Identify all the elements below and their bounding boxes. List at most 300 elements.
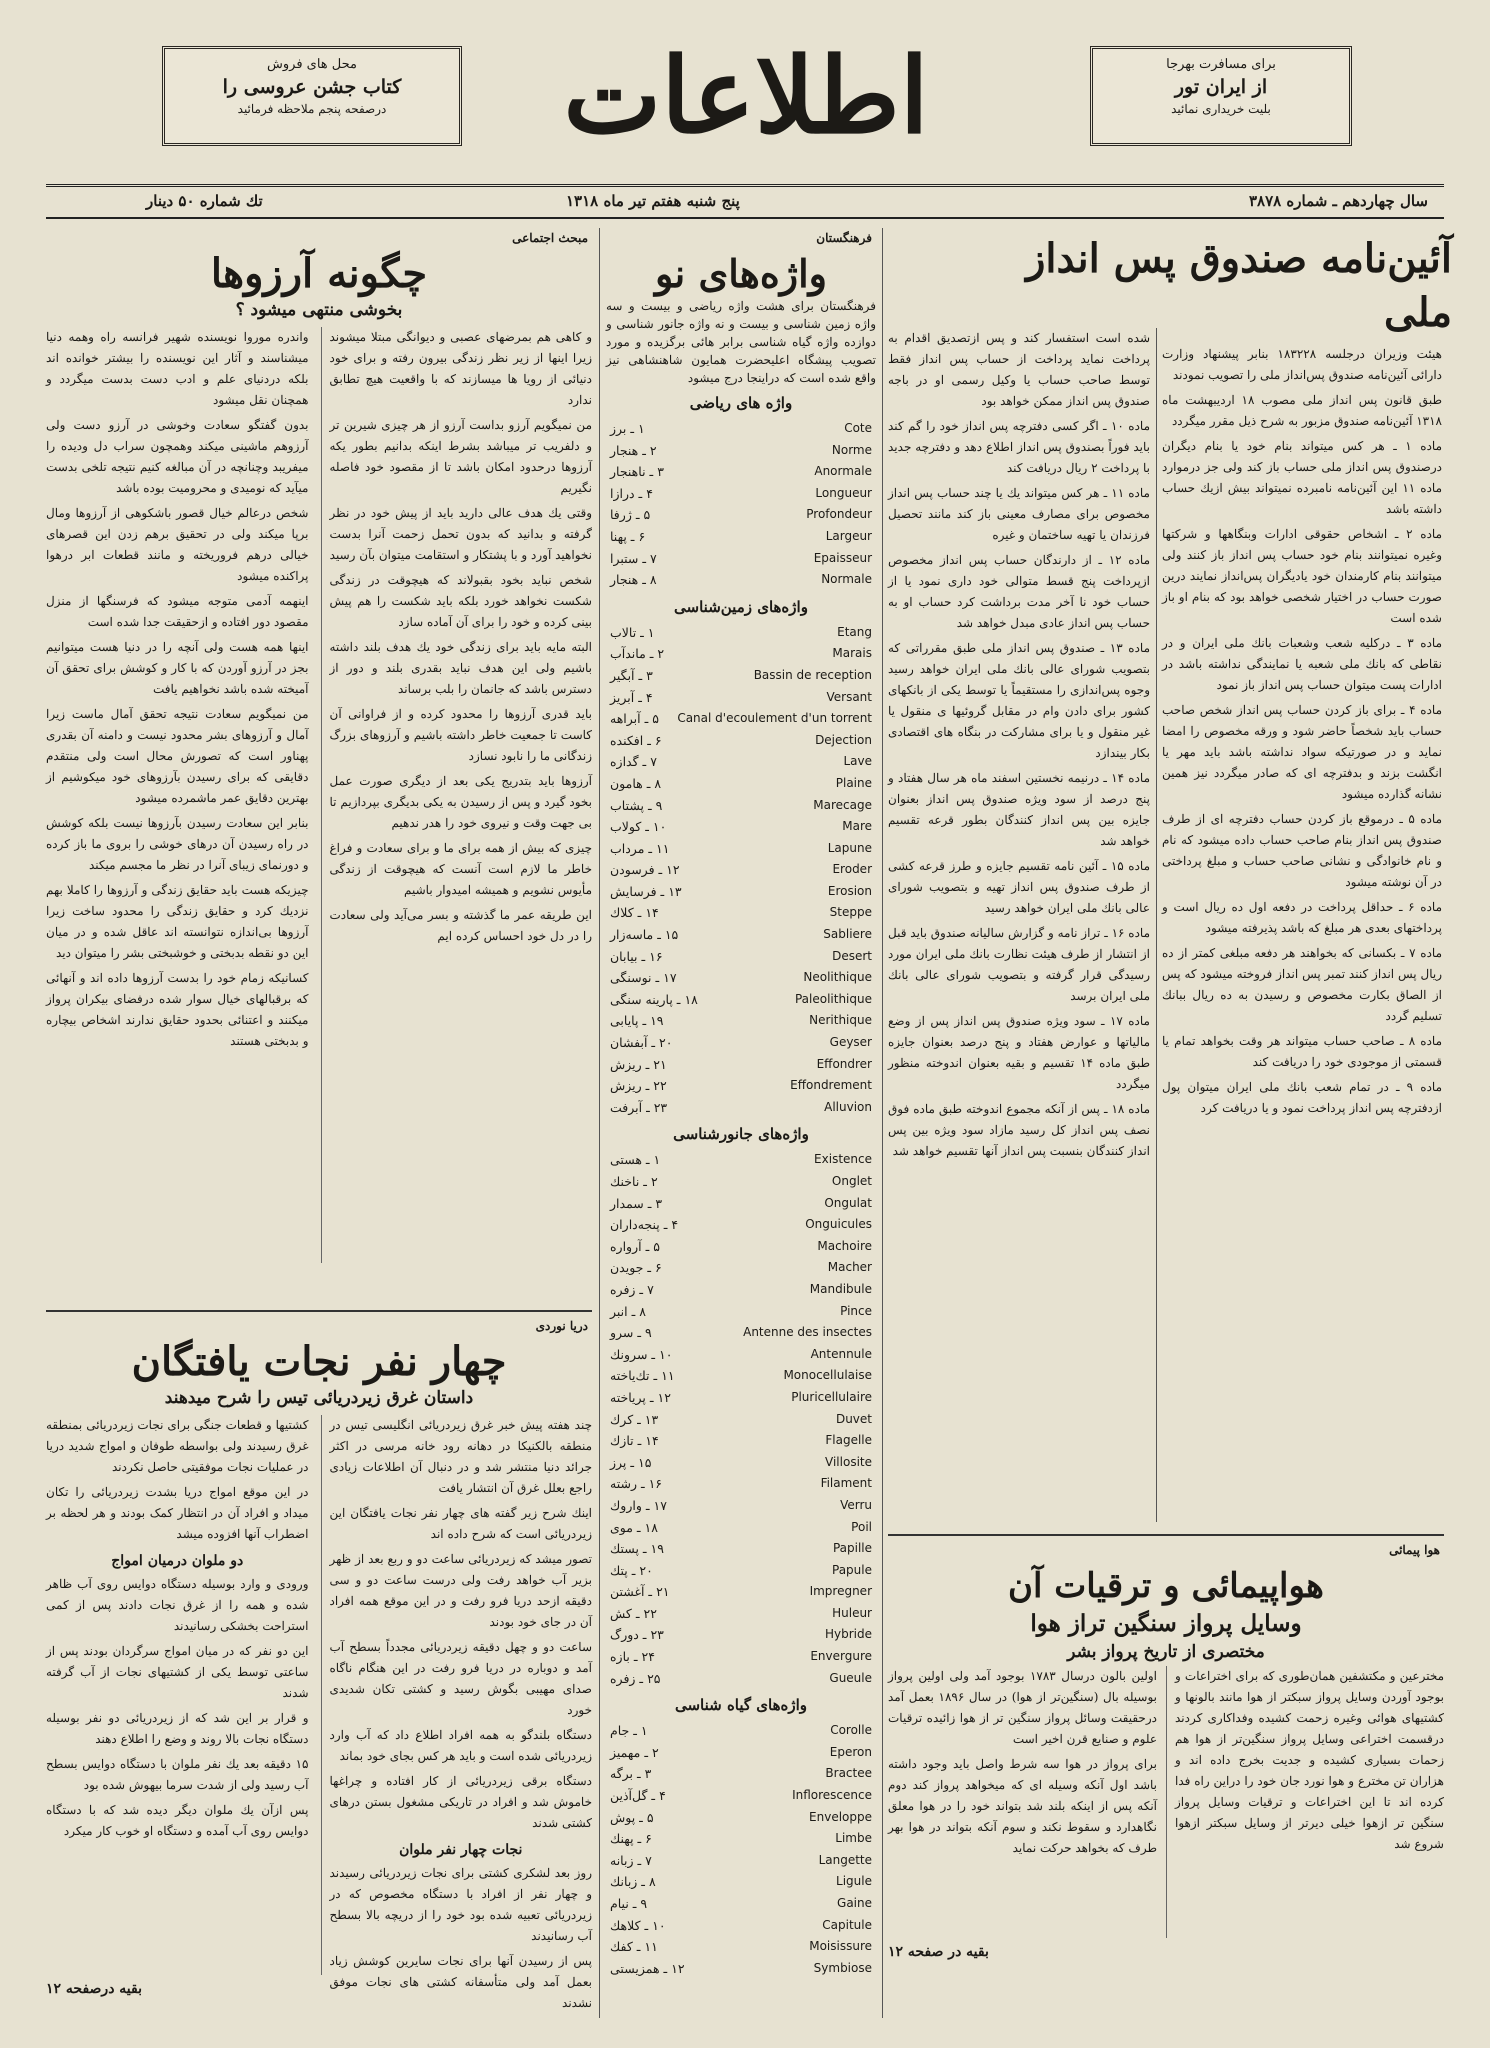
vocab-entry	[610, 1301, 872, 1323]
vocab-french-term: Filament	[820, 1476, 872, 1491]
vocab-entry	[610, 1430, 872, 1452]
vocab-french-term: Plaine	[835, 775, 872, 790]
vocab-entry	[610, 1958, 872, 1980]
vocab-persian-term: ۹ ـ پشتاب	[610, 797, 663, 813]
vocab-french-term: Envergure	[810, 1649, 872, 1664]
vocab-french-term: Bractee	[825, 1766, 872, 1781]
marine-paragraph: در این موقع امواج دریا بشدت زیردریائی را تکان میداد و افراد آن در انتظار کمک بودند و هر لحظه بر اضطراب آنها افزوده میشد	[46, 1485, 309, 1541]
vocab-french-term: Antennule	[810, 1346, 872, 1361]
social-headline: چگونه آرزوها	[210, 250, 428, 297]
vocab-persian-term: ۲۰ ـ پتك	[610, 1562, 653, 1578]
vocab-persian-term: ۱۶ ـ رشته	[610, 1476, 663, 1492]
vocab-persian-term: ۱۳ ـ فرسایش	[610, 883, 682, 899]
vocab-entry	[610, 687, 872, 709]
vocab-persian-term: ۱۰ ـ کولاب	[610, 819, 667, 835]
vocab-french-term: Paleolithique	[794, 991, 872, 1006]
marine-paragraph: دستگاه برقی زیردریائی از کار افتاده و چراغها خاموش شد و افراد در تاریکی مشغول بستن درهای کشتی شدند	[329, 1774, 592, 1830]
vocab-entry	[610, 1495, 872, 1517]
vocab-persian-term: ۱ ـ هستی	[610, 1152, 661, 1168]
vocab-french-term: Gaine	[837, 1896, 872, 1910]
vocab-french-term: Pince	[840, 1303, 872, 1318]
vocab-list	[606, 1720, 876, 1979]
vocab-article	[606, 228, 876, 1979]
section-rule	[46, 1310, 592, 1312]
vocab-section-title: واژه‌های گیاه شناسی	[674, 1696, 807, 1715]
vocab-french-term: Mandibule	[809, 1281, 872, 1296]
marine-paragraph: روز بعد لشکری کشتی برای نجات زیردریائی رسیدند و چهار نفر از افراد با دستگاه مخصوص که در زیردریائی تعبیه شده بود خود را از دریچه بالا بسطح آب رسانیدند	[329, 1866, 592, 1943]
vocab-entry	[610, 461, 872, 483]
vocab-entry	[610, 859, 872, 881]
vocab-persian-term: ۲ ـ ناخنك	[610, 1174, 658, 1189]
vocab-french-term: Symbiose	[813, 1960, 872, 1975]
savings-paragraph: ماده ۱۶ ـ تراز نامه و گزارش سالیانه صندوق باید قبل از انتشار از طرف هیئت نظارت بانك ملی ایران مورد رسیدگی قرار گرفته و بتصویب شورای عالی بانك ملی ایران برسد	[888, 926, 1150, 1003]
vocab-persian-term: ۱۲ ـ همزیستی	[610, 1960, 685, 1976]
vocab-entry	[610, 1344, 872, 1366]
savings-paragraph: ماده ۸ ـ صاحب حساب میتواند هر وقت بخواهد تمام یا قسمتی از موجودی خود را دریافت کند	[1162, 1034, 1443, 1069]
newspaper-page	[46, 28, 1452, 2023]
vocab-persian-term: ۷ ـ زفره	[610, 1281, 654, 1297]
vocab-persian-term: ۱۹ ـ پایابی	[610, 1013, 664, 1029]
vocab-entry	[610, 1214, 872, 1236]
vocab-section-title: واژه های ریاضی	[689, 394, 793, 412]
social-paragraph: اینها همه هست ولی آنچه را در دنیا هست میتوانیم بجز در آرزو آوردن که با کار و کوشش برای تحقق آن آمیخته شده باشد نخواهیم یافت	[46, 640, 309, 696]
vocab-french-term: Gueule	[829, 1670, 872, 1685]
vocab-persian-term: ۱۹ ـ پستك	[610, 1541, 664, 1557]
social-paragraph: آرزوها باید بتدریج یکی بعد از دیگری صورت عمل بخود گیرد و پس از رسیدن به یکی بدیگری بپردازیم تا بی جهت وقت و نیروی خود را هدر ندهیم	[329, 774, 592, 830]
vocab-entry	[610, 1624, 872, 1646]
vocab-french-term: Verru	[840, 1497, 872, 1512]
vocab-french-term: Hybride	[824, 1627, 872, 1642]
vocab-french-term: Effondrer	[816, 1056, 872, 1071]
vocab-persian-term: ۶ ـ جویدن	[610, 1260, 662, 1276]
vocab-section-title: واژه‌های جانورشناسی	[673, 1125, 809, 1144]
vocab-french-term: Erosion	[827, 883, 872, 898]
marine-paragraph: پس ازآن یك ملوان دیگر دیده شد که با دستگاه دوایس روی آب آمده و دستگاه او خوب کار میکرد	[46, 1803, 309, 1838]
social-paragraph: البته مایه باید برای زندگی خود یك هدف بلند داشته باشیم ولی این هدف نباید بقدری بلند و دور از دسترس باشد که جانمان را بلب برساند	[329, 640, 592, 696]
savings-paragraph: ماده ۱۳ ـ صندوق پس انداز ملی طبق مقرراتی که بتصویب شورای عالی بانك ملی ایران خواهد رسید وجوه پس‌اندازی را مستقیماً یا توسط یکی از بانکهای کشور برای دادن وام در مقابل گروئیها ی منقول یا غیر منقول و یا برای مشارکت در بنگاه های اقتصادی بکار بیندازد	[888, 641, 1150, 760]
vocab-entry	[610, 504, 872, 526]
vocab-entry	[610, 1075, 872, 1097]
vocab-entry	[610, 730, 872, 752]
vocab-entry	[610, 751, 872, 773]
vocab-persian-term: ۷ ـ گدازه	[610, 754, 657, 770]
vocab-persian-term: ۲۱ ـ ریزش	[610, 1056, 667, 1072]
marine-paragraph: دستگاه بلندگو به همه افراد اطلاع داد که آب وارد زیردریائی شده است و باید هر کس بجای خود بماند	[329, 1728, 592, 1763]
vocab-persian-term: ۸ ـ زبانك	[610, 1874, 656, 1890]
vocab-persian-term: ۳ ـ آبگیر	[610, 667, 653, 683]
vocab-french-term: Eperon	[829, 1744, 872, 1759]
vocab-entry	[610, 1097, 872, 1119]
vocab-entry	[610, 1236, 872, 1258]
vocab-persian-term: ۵ ـ آرواره	[610, 1238, 660, 1254]
ad-box-left	[162, 46, 462, 146]
vocab-persian-term: ۳ ـ برگه	[610, 1766, 652, 1782]
aviation-article	[888, 1540, 1444, 1963]
vocab-persian-term: ۸ ـ هامون	[610, 775, 662, 791]
savings-paragraph: ماده ۷ ـ بکسانی که بخواهند هر دفعه مبلغی کمتر از ده ریال پس انداز کنند تمبر پس انداز فروخته میشود که پس از الصاق بکارت مخصوص و رسیدن به ده ریال ببانك تسلیم گردد	[1162, 946, 1442, 1023]
vocab-persian-term: ۲۲ ـ کش	[610, 1605, 657, 1621]
issue-number: سال چهاردهم ـ شماره ۳۸۷۸	[1248, 192, 1428, 210]
savings-body	[1162, 344, 1442, 1119]
savings-paragraph: ماده ۱ ـ هر کس میتواند بنام خود یا بنام دیگران درصندوق پس انداز ملی حساب باز کند ولی جز درموارد ماده ۱۱ این آئین‌نامه نامبرده نمیتواند بیش ازیك حساب داشته باشد	[1162, 439, 1443, 516]
ad-box-right	[1090, 46, 1352, 146]
vocab-french-term: Duvet	[835, 1411, 872, 1426]
savings-paragraph: ماده ۴ ـ برای باز کردن حساب پس انداز شخص صاحب حساب باید شخصاً حاضر شود و ورقه مخصوص را امضا نماید و در صورتیکه سواد نداشته باشد باید مهر یا انگشت بزند و بدفترچه ای که صادر میگردد نیز همین نشانه گذارده میشود	[1162, 703, 1442, 801]
vocab-persian-term: ۹ ـ نیام	[610, 1896, 648, 1911]
vocab-entry	[610, 838, 872, 860]
vocab-french-term: Antenne des insectes	[743, 1325, 872, 1340]
vocab-persian-term: ۲۳ ـ آبرفت	[610, 1099, 668, 1115]
marine-paragraph: اینك شرح زیر گفته های چهار نفر نجات یافتگان این زیردریائی است که شرح داده اند	[329, 1506, 592, 1541]
savings-headline: آئین‌نامه صندوق پس انداز ملی	[1026, 235, 1452, 336]
vocab-french-term: Marecage	[813, 797, 872, 812]
savings-body-continued	[888, 328, 1150, 1162]
vocab-persian-term: ۶ ـ افکنده	[610, 732, 662, 748]
ad-right-line2: از ایران تور	[1174, 76, 1268, 98]
vocab-persian-term: ۵ ـ آبراهه	[610, 711, 659, 727]
vocab-entry	[610, 1915, 872, 1937]
vocab-french-term: Versant	[826, 689, 872, 704]
vocab-french-term: Ongulat	[824, 1195, 872, 1210]
vocab-list	[606, 418, 876, 591]
vocab-section-title: واژه‌های زمین‌شناسی	[674, 597, 808, 616]
vocab-persian-term: ۳ ـ سمدار	[610, 1195, 663, 1211]
marine-column-right	[321, 1415, 593, 2010]
ad-left-line2: کتاب جشن عروسی را	[222, 76, 402, 98]
vocab-entry	[610, 643, 872, 665]
vocab-entry	[610, 1010, 872, 1032]
savings-paragraph: ماده ۱۰ ـ اگر کسی دفترچه پس انداز خود را گم کند باید فوراً بصندوق پس انداز اطلاع دهد و دفترچه جدید با پرداخت ۲ ریال دریافت کند	[888, 419, 1150, 475]
vocab-entry	[610, 1409, 872, 1431]
vocab-french-term: Desert	[832, 948, 872, 963]
vocab-persian-term: ۱ ـ جام	[610, 1723, 648, 1739]
vocab-persian-term: ۱۱ ـ مرداب	[610, 840, 670, 856]
vocab-french-term: Lave	[843, 754, 872, 769]
marine-paragraph: چند هفته پیش خبر غرق زیردریائی انگلیسی تیس در منطقه بالکنیکا در دهانه رود خانه مرسی در اکثر جرائد دنیا منتشر شد و در دنبال آن اطلاعات زیادی راجع بعلل غرق آن انتشار یافت	[329, 1418, 592, 1495]
ad-left-line3: درصفحه پنجم ملاحظه فرمائید	[237, 102, 387, 116]
social-paragraph: و کاهی هم بمرضهای عصبی و دیوانگی مبتلا میشوند زیرا اینها از زیر نظر زندگی بیرون رفته و برای خود دنیائی از رویا ها میسازند که با واقعیت هیچ تطابق ندارد	[329, 330, 592, 407]
marine-paragraph: تصور میشد که زیردریائی ساعت دو و ربع بعد از ظهر بزیر آب خواهد رفت ولی درست ساعت دو و سی دقیقه ازحد دریا فرو رفت و در این موقع همه افراد آن در جای خود بودند	[329, 1552, 592, 1629]
vocab-french-term: Moisissure	[809, 1939, 872, 1954]
vocab-french-term: Enveloppe	[809, 1809, 872, 1824]
vocab-entry	[610, 1257, 872, 1279]
social-paragraph: من نمیگویم سعادت نتیجه تحقق آمال ماست زیرا آمال و آرزوهای بشر محدود نیست و دامنه آن بقدری پهناور است که تصورش محال است ولی منتقدم دقایقی که برای رسیدن بآرزوهای خود میکوشیم از بهترین دقایق عمر ماشمرده میشود	[46, 707, 309, 805]
vocab-french-term: Flagelle	[825, 1433, 872, 1448]
vocab-french-term: Epaisseur	[813, 550, 872, 565]
social-paragraph: بدون گفتگو سعادت وخوشی در آرزو دست ولی آرزوهم ماشینی میکند وهمچون سراب دل ودیده را میفریبد وچنانچه در آن مبالغه کنیم نتیجه تلخی بدست میآید که نومیدی و محرومیت بوده باشد	[46, 418, 309, 495]
vocab-french-term: Eroder	[832, 862, 872, 877]
newspaper-logo: اطلاعات	[563, 34, 929, 157]
vocab-french-term: Papille	[832, 1541, 872, 1556]
marine-paragraph: این دو نفر که در میان امواج سرگردان بودند پس از ساعتی توسط یکی از کشتیهای نجات از آب گرفته شدند	[46, 1644, 309, 1700]
savings-paragraph: ماده ۱۲ ـ از دارندگان حساب پس انداز مخصوص ازپرداخت پنج قسط متوالی خود داری نمود یا از حساب خود نا آخر مدت برداشت کرد حساب او به حساب پس انداز عادی مبدل خواهد شد	[888, 553, 1150, 630]
vocab-persian-term: ۶ ـ پهنك	[610, 1831, 652, 1847]
vocab-french-term: Neolithique	[803, 970, 872, 985]
vocab-persian-term: ۴ ـ آبریز	[610, 689, 653, 705]
marine-paragraph: ساعت دو و چهل دقیقه زیردریائی مجدداً بسطح آب آمد و دوباره در دریا فرو رفت در این هنگام ناگاه صدای مهیبی بگوش رسید و کشتی تکان شدیدی خورد	[329, 1640, 592, 1717]
vocab-persian-term: ۱۵ ـ ماسه‌زار	[610, 927, 679, 943]
savings-paragraph: ماده ۱۸ ـ پس از آنکه مجموع اندوخته طبق ماده فوق نصف پس انداز کل رسید مازاد سود ویژه بین پس انداز کنندگان بنسبت پس انداز آنها تقسیم خواهد شد	[888, 1102, 1150, 1158]
vocab-french-term: Ligule	[836, 1874, 872, 1889]
vocab-persian-term: ۵ ـ ژرفا	[610, 507, 651, 523]
aviation-body	[888, 1666, 1444, 1938]
vocab-french-term: Anormale	[814, 464, 872, 479]
vocab-french-term: Longueur	[815, 485, 872, 500]
vocab-persian-term: ۶ ـ پهنا	[610, 528, 646, 544]
vocab-persian-term: ۲۵ ـ زفره	[610, 1670, 661, 1686]
dateline	[46, 184, 1444, 219]
vocab-entry	[610, 548, 872, 570]
marine-deck: داستان غرق زیردریائی تیس را شرح میدهند	[164, 1388, 474, 1408]
vocab-entry	[610, 665, 872, 687]
vocab-persian-term: ۸ ـ انبر	[610, 1303, 646, 1319]
marine-article	[46, 1316, 592, 2010]
social-paragraph: شخص درعالم خیال قصور باشکوهی از آرزوها ومال برپا میکند ولی در تحقیق برهم زدن این قصرهای خیالی درهم فروریخته و مانند قطعات ابر درهوا پراکنده میشود	[46, 506, 309, 583]
savings-paragraph: ماده ۵ ـ درموقع باز کردن حساب دفترچه ای از طرف صندوق پس انداز بنام صاحب حساب داده میشود که نام و نام خانوادگی و نشانی صاحب حساب و مبلغ پرداختی در آن نوشته میشود	[1162, 812, 1443, 889]
aviation-headline: هواپیمائی و ترقیات آن	[1008, 1566, 1324, 1606]
vocab-persian-term: ۵ ـ پوش	[610, 1809, 654, 1825]
savings-paragraph: ماده ۲ ـ اشخاص حقوقی ادارات وبنگاهها و شرکتها وغیره نمیتوانند بنام خود حساب پس انداز باز کنند ولی میتوانند بنام کارمندان خود یادیگران پس‌انداز نمایند درین صورت حساب در اختیار شخصی خواهد بود که بنام او باز شده است	[1162, 527, 1442, 625]
social-paragraph: من نمیگویم آرزو بداست آرزو از هر چیزی شیرین تر و دلفریب تر میباشد بشرط اینکه بدانیم بطور یکه آرزوها درحدود امکان باشد تا از مقصود خود فاصله نگیریم	[329, 418, 592, 495]
vocab-persian-term: ۱۸ ـ موی	[610, 1519, 658, 1535]
ad-right-line3: بلیت خریداری نمائید	[1171, 102, 1271, 116]
social-article	[46, 228, 592, 1263]
vocab-entry	[610, 924, 872, 946]
masthead	[46, 28, 1444, 178]
savings-paragraph: ماده ۱۱ ـ هر کس میتواند یك یا چند حساب پس انداز مخصوص برای مصارف معینی باز کند مانند تحصیل فرزندان یا تهیه ساختمان و غیره	[888, 486, 1150, 542]
social-column-right	[321, 327, 593, 1263]
column-rule	[882, 228, 883, 2018]
marine-subtitle: دو ملوان درمیان امواج	[111, 1553, 244, 1569]
vocab-entry	[610, 1517, 872, 1539]
social-paragraph: شخص نباید بخود بقبولاند که هیچوقت در زندگی شکست نخواهد خورد بلکه باید شکست را هم پیش بینی کرده و خود را برای آن آماده سازد	[329, 573, 592, 629]
vocab-french-term: Marais	[832, 646, 872, 661]
vocab-intro: فرهنگستان برای هشت واژه ریاضی و بیست و سه واژه زمین شناسی و بیست و نه واژه جانور شناسی و دوازده واژه گیاه شناسی برابر هائی برگزیده و مورد تصویب پیشگاه اعلیحضرت همایون شاهنشاهی نیز واقع شده است که دراینجا درج میشود	[606, 299, 876, 385]
social-paragraph: کسانیکه زمام خود را بدست آرزوها داده اند و آنهائی که برقبالهای خیال سوار شده درفضای بیکران پرواز میکنند و اعتنائی بحدود حقایق ندارند اشخاص بیچاره و بدبختی هستند	[46, 971, 309, 1048]
vocab-entry	[610, 1322, 872, 1344]
vocab-entry	[610, 708, 872, 730]
vocab-french-term: Nerithique	[809, 1013, 872, 1028]
vocab-french-term: Norme	[831, 442, 872, 457]
savings-paragraph: ماده ۱۴ ـ درنیمه نخستین اسفند ماه هر سال هفتاد و پنج درصد از سود ویژه صندوق پس انداز بعنوان جایزه بین پس انداز کنندگان بطور قرعه تقسیم خواهد شد	[888, 771, 1150, 848]
vocab-entry	[610, 1720, 872, 1742]
social-deck: بخوشی منتهی میشود ؟	[235, 300, 403, 320]
social-paragraph: چیزیکه هست باید حقایق زندگی و آرزوها را کاملا بهم نزدیك کرد و حقایق زندگی را محدود ساخت زیرا آرزوها بی‌اندازه نتوانسته اند عاقل شده و در میان این دو نقطه بدبختی و خوشبختی بشر را میتوان دید	[46, 883, 309, 960]
vocab-entry	[610, 1646, 872, 1668]
vocab-french-term: Steppe	[829, 905, 872, 920]
column-rule	[599, 228, 600, 2018]
savings-column-left	[888, 328, 1150, 1166]
social-column-left	[46, 327, 309, 1263]
savings-paragraph: ماده ۱۷ ـ سود ویژه صندوق پس انداز پس از وضع مالیاتها و عوارض هفتاد و پنج درصد بعنوان جایزه طبق ماده ۱۴ تقسیم و بقیه بعنوان اندوخته منظور میگردد	[888, 1014, 1151, 1091]
ad-right-line1: برای مسافرت بهرجا	[1166, 57, 1276, 72]
vocab-french-term: Huleur	[832, 1605, 872, 1620]
vocab-entry	[610, 483, 872, 505]
vocab-french-term: Corolle	[830, 1723, 872, 1738]
vocab-entry	[610, 1387, 872, 1409]
section-rule	[888, 1534, 1444, 1536]
vocab-entry	[610, 1193, 872, 1215]
vocab-entry	[610, 795, 872, 817]
vocab-list	[606, 1149, 876, 1689]
vocab-persian-term: ۱۲ ـ فرسودن	[610, 862, 680, 878]
vocab-persian-term: ۷ ـ زبانه	[610, 1852, 652, 1868]
price: تك شماره ۵۰ دینار	[146, 192, 263, 210]
vocab-entry	[610, 1279, 872, 1301]
vocab-entry	[610, 569, 872, 591]
column-rule	[1156, 328, 1157, 1522]
vocab-headline: واژه‌های نو	[655, 251, 827, 296]
vocab-entry	[610, 816, 872, 838]
vocab-french-term: Inflorescence	[792, 1788, 872, 1803]
social-paragraph: وقتی یك هدف عالی دارید باید از پیش خود در نظر گرفته و بدانید که بدون تحمل زحمت آنرا بدست نخواهید آورد و با پشتکار و استقامت میتوان بآن رسید	[329, 506, 592, 562]
vocab-persian-term: ۱ ـ برز	[610, 421, 645, 436]
vocab-persian-term: ۲۳ ـ دورگ	[610, 1627, 664, 1643]
vocab-list	[606, 622, 876, 1119]
vocab-entry	[610, 1560, 872, 1582]
vocab-entry	[610, 1807, 872, 1829]
vocab-persian-term: ۱۱ ـ تك‌یاخته	[610, 1368, 675, 1384]
vocab-french-term: Lapune	[827, 840, 872, 855]
issue-date: پنج شنبه هفتم تیر ماه ۱۳۱۸	[566, 192, 740, 210]
marine-rescue-title: نجات چهار نفر ملوان	[399, 1842, 523, 1858]
vocab-french-term: Sabliere	[823, 927, 872, 942]
ad-left-line1: محل های فروش	[267, 57, 357, 72]
vocab-persian-term: ۷ ـ ستبرا	[610, 550, 657, 566]
vocab-entry	[610, 1149, 872, 1171]
vocab-entry	[610, 967, 872, 989]
vocab-entry	[610, 989, 872, 1011]
vocab-persian-term: ۲۴ ـ بازه	[610, 1649, 655, 1665]
vocab-french-term: Alluvion	[824, 1099, 872, 1114]
vocab-french-term: Bassin de reception	[753, 667, 872, 682]
vocab-persian-term: ۱۱ ـ کفك	[610, 1939, 658, 1955]
marine-paragraph: پس از رسیدن آنها برای نجات سایرین کوشش زیاد بعمل آمد ولی متأسفانه کشتی های نجات موفق نشدند	[329, 1954, 592, 2010]
vocab-entry	[610, 1538, 872, 1560]
vocab-entry	[610, 946, 872, 968]
marine-paragraph: ورودی و وارد بوسیله دستگاه دوایس روی آب ظاهر شده و همه را از غرق نجات دادند پس از کمی استراحت بخشکی رسانیدند	[46, 1577, 309, 1633]
vocab-persian-term: ۴ ـ گل‌آذین	[610, 1788, 666, 1804]
vocab-persian-term: ۱۰ ـ کلاهك	[610, 1917, 666, 1933]
vocab-entry	[610, 902, 872, 924]
vocab-entry	[610, 526, 872, 548]
vocab-entry	[610, 1742, 872, 1764]
vocab-persian-term: ۱۴ ـ تازك	[610, 1433, 659, 1449]
vocab-entry	[610, 1452, 872, 1474]
vocab-persian-term: ۱۵ ـ پرز	[610, 1454, 652, 1470]
vocab-french-term: Cote	[844, 421, 872, 435]
aviation-subheadline: وسایل پرواز سنگین تراز هوا	[1030, 1610, 1302, 1637]
marine-headline: چهار نفر نجات یافتگان	[131, 1338, 507, 1385]
vocab-persian-term: ۲ ـ هنجار	[610, 442, 657, 458]
vocab-french-term: Monocellulaise	[783, 1368, 872, 1383]
vocab-entry	[610, 1668, 872, 1690]
vocab-french-term: Onglet	[831, 1174, 872, 1188]
vocab-french-term: Capitule	[822, 1917, 872, 1932]
vocab-entry	[610, 1893, 872, 1915]
savings-paragraph: ماده ۶ ـ حداقل پرداخت در دفعه اول ده ریال است و پرداختهای بعدی هر مبلغ که باشد پذیرفته میشود	[1162, 900, 1442, 935]
social-paragraph: باید قدری آرزوها را محدود کرده و از فراوانی آن کاست تا جمعیت خاطر داشته باشیم و آرزوهای بزرگ زندگانی ما را نابود نسازد	[329, 707, 592, 763]
aviation-paragraph: اولین بالون درسال ۱۷۸۳ بوجود آمد ولی اولین پرواز بوسیله بال (سنگین‌تر از هوا) در سال ۱۸۹۶ بعمل آمد درحقیقت وسائل پرواز سنگین تر از هوا زائیده ترقیات علوم و صنایع قرن اخیر است	[888, 1669, 1158, 1746]
vocab-french-term: Canal d'ecoulement d'un torrent	[677, 711, 872, 726]
social-paragraph: بنابر این سعادت رسیدن بآرزوها نیست بلکه کوشش در راه رسیدن آن درهای خوشی را بروی ما باز کرده و دورنمای زیبای آنرا در نظر ما مجسم میکند	[46, 816, 309, 872]
vocab-persian-term: ۹ ـ سرو	[610, 1325, 652, 1341]
marine-paragraph: کشتیها و قطعات جنگی برای نجات زیردریائی بمنطقه غرق رسیدند ولی بواسطه طوفان و امواج شدید دریا در عملیات نجات موفقیتی حاصل نکردند	[46, 1418, 309, 1474]
vocab-entry	[610, 1171, 872, 1193]
vocab-french-term: Limbe	[835, 1831, 872, 1846]
vocab-entry	[610, 1365, 872, 1387]
vocab-persian-term: ۲۲ ـ ریزش	[610, 1078, 667, 1094]
vocab-entry	[610, 1785, 872, 1807]
vocab-entry	[610, 418, 872, 440]
marine-kicker: دریا نوردی	[535, 1319, 588, 1333]
savings-paragraph: ماده ۹ ـ در تمام شعب بانك ملی ایران میتوان پول ازدفترچه پس انداز پرداخت نمود و یا دریافت کرد	[1162, 1080, 1443, 1115]
vocab-french-term: Machoire	[817, 1238, 872, 1253]
aviation-paragraph: برای پرواز در هوا سه شرط واصل باید وجود داشته باشد اول آنکه وسیله ای که میخواهد پرواز کند دوم آنکه پس از اینکه بلند شد بتواند خود را در هوا معلق نگاهدارد و سقوط نکند و سوم آنکه بتواند در هوا بهر طرف که بخواهد حرکت نماید	[888, 1757, 1157, 1855]
vocab-persian-term: ۱ ـ تالاب	[610, 624, 655, 640]
vocab-persian-term: ۱۲ ـ پریاخته	[610, 1389, 671, 1405]
social-paragraph: چیزی که بیش از همه برای ما و برای سعادت و فراغ خاطر ما لازم است آنست که هیچوقت از زندگی مأیوس نشویم و همیشه امیدوار باشیم	[329, 841, 592, 897]
marine-continued: بقیه درصفحه ۱۲	[46, 1981, 143, 1997]
vocab-persian-term: ۲ ـ ماندآب	[610, 646, 665, 662]
marine-column-left	[46, 1415, 309, 1975]
vocab-persian-term: ۱۷ ـ واروك	[610, 1497, 667, 1513]
aviation-deck: مختصری از تاریخ پرواز بشر	[1067, 1642, 1265, 1662]
vocab-entry	[610, 1473, 872, 1495]
social-paragraph: واندره موروا نویسنده شهیر فرانسه راه وهمه دنیا میشناسند و آثار این نویسنده را بیشتر خوانده اند بلکه دردنیای علم و ادب دست بدست میگردد و همچنان نقل میشود	[46, 330, 309, 407]
vocab-french-term: Profondeur	[806, 507, 872, 522]
vocab-entry	[610, 881, 872, 903]
vocab-entry	[610, 440, 872, 462]
vocab-french-term: Normale	[821, 572, 872, 587]
vocab-french-term: Pluricellulaire	[791, 1389, 872, 1404]
vocab-entry	[610, 1871, 872, 1893]
vocab-sections	[606, 393, 876, 1979]
savings-paragraph: هیئت وزیران درجلسه ۱۸۳۲۲۸ بنابر پیشنهاد وزارت دارائی آئین‌نامه صندوق پس‌انداز ملی را تصویب نمودند	[1162, 347, 1442, 382]
savings-paragraph: شده است استفسار کند و پس ازتصدیق اقدام به پرداخت نماید پرداخت از حساب پس انداز فقط توسط صاحب حساب یا وکیل رسمی او در باجه صندوق پس انداز ممکن خواهد بود	[888, 331, 1150, 408]
vocab-french-term: Poil	[851, 1519, 872, 1534]
vocab-persian-term: ۲۱ ـ آغشتن	[610, 1584, 670, 1600]
savings-paragraph: ماده ۳ ـ درکلیه شعب وشعبات بانك ملی ایران و در نقاطی که بانك ملی شعبه یا نمایندگی نداشته باشد در ادارات پست میتوان حساب پس انداز باز نمود	[1162, 636, 1443, 692]
vocab-french-term: Etang	[837, 624, 872, 639]
savings-paragraph: طبق قانون پس انداز ملی مصوب ۱۸ اردیبهشت ماه ۱۳۱۸ آئین‌نامه صندوق مزبور به شرح ذیل مقرر میگردد	[1162, 393, 1442, 428]
aviation-kicker: هوا پیمائی	[1389, 1543, 1440, 1557]
vocab-entry	[610, 1850, 872, 1872]
marine-paragraph: و قرار بر این شد که از زیردریائی دو نفر بوسیله دستگاه نجات بالا روند و وضع را اطلاع دهند	[46, 1711, 309, 1746]
marine-paragraph: ۱۵ دقیقه بعد یك نفر ملوان با دستگاه دوایس بسطح آب رسید ولی از شدت سرما بیهوش شده بود	[46, 1757, 309, 1792]
vocab-french-term: Onguicules	[805, 1217, 872, 1232]
vocab-french-term: Impregner	[809, 1584, 872, 1599]
vocab-entry	[610, 1054, 872, 1076]
vocab-french-term: Existence	[814, 1152, 872, 1167]
vocab-persian-term: ۱۶ ـ بیابان	[610, 948, 663, 964]
vocab-entry	[610, 1603, 872, 1625]
savings-paragraph: ماده ۱۵ ـ آئین نامه تقسیم جایزه و طرز قرعه کشی از طرف صندوق پس انداز تهیه و بتصویب شورای عالی بانك ملی ایران خواهد رسید	[888, 859, 1151, 915]
vocab-persian-term: ۱۰ ـ سرونك	[610, 1346, 673, 1362]
vocab-persian-term: ۲۰ ـ آبفشان	[610, 1035, 673, 1051]
social-paragraph: این طریقه عمر ما گذشته و بسر می‌آید ولی سعادت را در دل خود احساس کرده ایم	[329, 908, 592, 943]
vocab-entry	[610, 773, 872, 795]
savings-column-right	[1026, 228, 1452, 1123]
vocab-persian-term: ۱۷ ـ نوسنگی	[610, 970, 677, 986]
vocab-persian-term: ۸ ـ هنجار	[610, 572, 657, 588]
vocab-entry	[610, 1828, 872, 1850]
vocab-kicker: فرهنگستان	[816, 231, 872, 245]
vocab-french-term: Langette	[818, 1852, 872, 1867]
vocab-persian-term: ۱۳ ـ کرك	[610, 1411, 659, 1427]
vocab-french-term: Mare	[842, 819, 872, 834]
vocab-entry	[610, 1032, 872, 1054]
